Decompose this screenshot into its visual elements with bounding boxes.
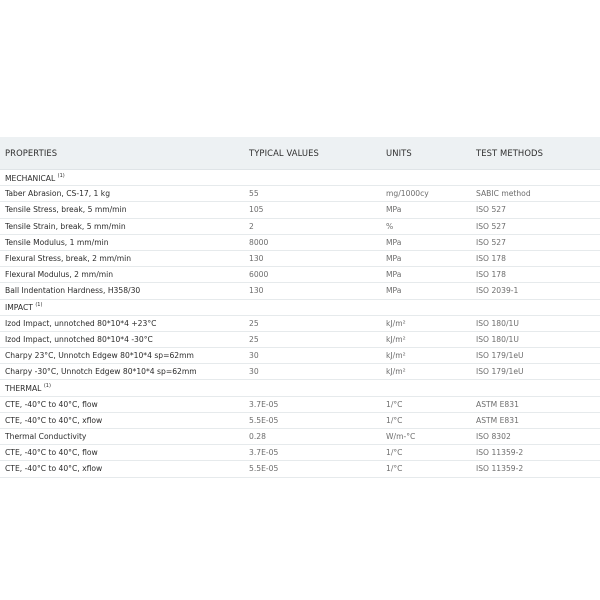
method-cell: ISO 179/1eU <box>471 364 600 380</box>
method-cell: ISO 8302 <box>471 429 600 445</box>
value-cell: 6000 <box>244 267 381 283</box>
value-cell: 130 <box>244 283 381 299</box>
table-row <box>0 267 600 283</box>
value-cell: 25 <box>244 331 381 347</box>
method-cell: ISO 527 <box>471 202 600 218</box>
table-row <box>0 396 600 412</box>
method-cell: ISO 11359-2 <box>471 461 600 477</box>
header-typical-values: TYPICAL VALUES <box>244 137 381 170</box>
value-cell: 25 <box>244 315 381 331</box>
table-row <box>0 364 600 380</box>
property-cell: CTE, -40°C to 40°C, flow <box>0 396 244 412</box>
table-row <box>0 348 600 364</box>
value-cell: 5.5E-05 <box>244 461 381 477</box>
table-header-row <box>0 137 600 170</box>
footnote-mark: (1) <box>57 172 65 179</box>
method-cell: ISO 11359-2 <box>471 445 600 461</box>
table-row <box>0 186 600 202</box>
property-cell: CTE, -40°C to 40°C, xflow <box>0 412 244 428</box>
unit-cell: kJ/m² <box>381 348 471 364</box>
property-cell: Tensile Stress, break, 5 mm/min <box>0 202 244 218</box>
property-cell: CTE, -40°C to 40°C, xflow <box>0 461 244 477</box>
section-title-cell <box>0 170 600 186</box>
table-row <box>0 445 600 461</box>
method-cell: ISO 527 <box>471 234 600 250</box>
method-cell: ISO 179/1eU <box>471 348 600 364</box>
value-cell: 2 <box>244 218 381 234</box>
value-cell: 3.7E-05 <box>244 445 381 461</box>
unit-cell: kJ/m² <box>381 364 471 380</box>
property-cell: Tensile Modulus, 1 mm/min <box>0 234 244 250</box>
property-cell: Thermal Conductivity <box>0 429 244 445</box>
section-title-cell <box>0 299 600 315</box>
section-row-impact <box>0 299 600 315</box>
section-title: MECHANICAL <box>5 173 56 183</box>
section-title: THERMAL <box>5 384 42 394</box>
table-row <box>0 234 600 250</box>
section-title: IMPACT <box>5 303 33 313</box>
property-cell: Charpy -30°C, Unnotch Edgew 80*10*4 sp=62mm <box>0 364 244 380</box>
value-cell: 8000 <box>244 234 381 250</box>
method-cell: ISO 527 <box>471 218 600 234</box>
table-row <box>0 250 600 266</box>
value-cell: 0.28 <box>244 429 381 445</box>
property-cell: Charpy 23°C, Unnotch Edgew 80*10*4 sp=62mm <box>0 348 244 364</box>
section-title-cell <box>0 380 600 396</box>
unit-cell: 1/°C <box>381 396 471 412</box>
property-cell: Flexural Modulus, 2 mm/min <box>0 267 244 283</box>
method-cell: ISO 178 <box>471 250 600 266</box>
property-cell: Flexural Stress, break, 2 mm/min <box>0 250 244 266</box>
value-cell: 30 <box>244 364 381 380</box>
table-body <box>0 170 600 478</box>
section-row-mechanical <box>0 170 600 186</box>
unit-cell: W/m-°C <box>381 429 471 445</box>
footnote-mark: (1) <box>43 383 51 390</box>
method-cell: ISO 180/1U <box>471 315 600 331</box>
value-cell: 55 <box>244 186 381 202</box>
value-cell: 30 <box>244 348 381 364</box>
property-cell: CTE, -40°C to 40°C, flow <box>0 445 244 461</box>
method-cell: ISO 180/1U <box>471 331 600 347</box>
unit-cell: MPa <box>381 250 471 266</box>
unit-cell: mg/1000cy <box>381 186 471 202</box>
table-row <box>0 461 600 477</box>
table-row <box>0 202 600 218</box>
unit-cell: MPa <box>381 283 471 299</box>
header-properties: PROPERTIES <box>0 137 244 170</box>
table-row <box>0 331 600 347</box>
table-row <box>0 412 600 428</box>
unit-cell: 1/°C <box>381 461 471 477</box>
value-cell: 5.5E-05 <box>244 412 381 428</box>
unit-cell: % <box>381 218 471 234</box>
table-row <box>0 429 600 445</box>
method-cell: SABIC method <box>471 186 600 202</box>
table-row <box>0 283 600 299</box>
property-cell: Ball Indentation Hardness, H358/30 <box>0 283 244 299</box>
header-units: UNITS <box>381 137 471 170</box>
header-test-methods: TEST METHODS <box>471 137 600 170</box>
method-cell: ISO 2039-1 <box>471 283 600 299</box>
value-cell: 3.7E-05 <box>244 396 381 412</box>
property-cell: Taber Abrasion, CS-17, 1 kg <box>0 186 244 202</box>
unit-cell: MPa <box>381 234 471 250</box>
property-cell: Izod Impact, unnotched 80*10*4 +23°C <box>0 315 244 331</box>
table-row <box>0 218 600 234</box>
table-row <box>0 315 600 331</box>
unit-cell: MPa <box>381 202 471 218</box>
unit-cell: 1/°C <box>381 445 471 461</box>
unit-cell: MPa <box>381 267 471 283</box>
unit-cell: kJ/m² <box>381 315 471 331</box>
section-row-thermal <box>0 380 600 396</box>
value-cell: 105 <box>244 202 381 218</box>
unit-cell: kJ/m² <box>381 331 471 347</box>
method-cell: ASTM E831 <box>471 412 600 428</box>
method-cell: ASTM E831 <box>471 396 600 412</box>
method-cell: ISO 178 <box>471 267 600 283</box>
footnote-mark: (1) <box>35 302 43 309</box>
value-cell: 130 <box>244 250 381 266</box>
unit-cell: 1/°C <box>381 412 471 428</box>
properties-table-container <box>0 137 600 478</box>
property-cell: Izod Impact, unnotched 80*10*4 -30°C <box>0 331 244 347</box>
properties-table <box>0 137 600 478</box>
property-cell: Tensile Strain, break, 5 mm/min <box>0 218 244 234</box>
